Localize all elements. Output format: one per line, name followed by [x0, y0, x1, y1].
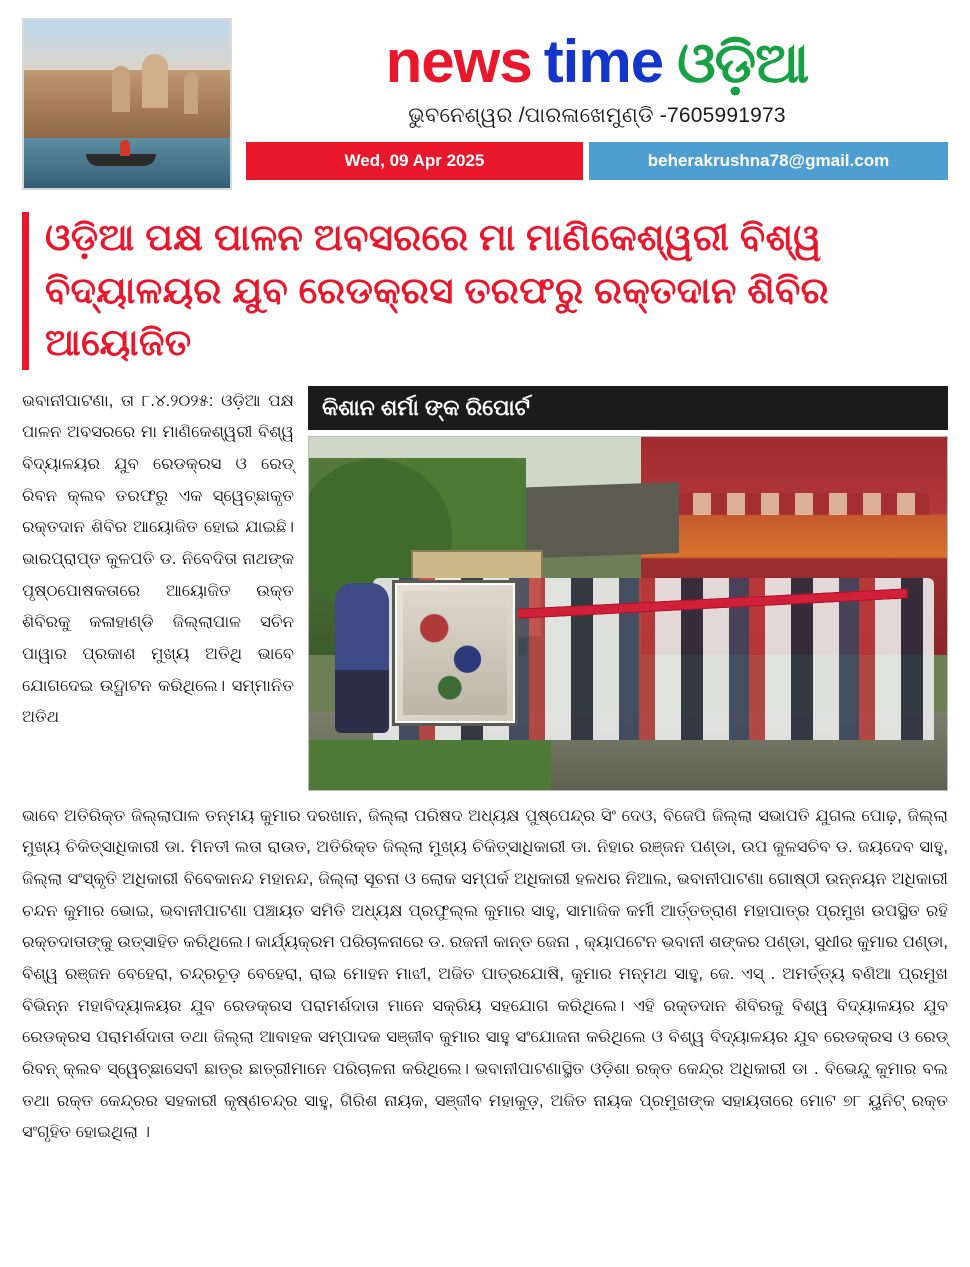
brand-subtitle: ଭୁବନେଶ୍ୱର /ପାରଳାଖେମୁଣ୍ଡି -7605991973	[408, 104, 786, 127]
page-title: ଓଡ଼ିଆ ପକ୍ଷ ପାଳନ ଅବସରରେ ମା ମାଣିକେଶ୍ୱରୀ ବିଶ୍ୱ ବିଦ୍ୟାଳୟର ଯୁବ ରେଡକ୍ରସ ତରଫରୁ ରକ୍ତଦାନ ଶିବିର ଆୟୋଜିତ	[45, 217, 829, 364]
headline-block	[22, 212, 948, 370]
lead-paragraph: ଭବାନୀପାଟଣା, ତା ୮.୪.୨୦୨୫: ଓଡ଼ିଆ ପକ୍ଷ ପାଳନ ଅବସରରେ ମା ମାଣିକେଶ୍ୱରୀ ବିଶ୍ୱ ବିଦ୍ୟାଳୟର ଯୁବ ରେଡକ୍ରସ ଓ ରେଡ୍ ରିବନ କ୍ଲବ ତରଫରୁ ଏକ ସ୍ୱେଚ୍ଛାକୃତ ରକ୍ତଦାନ ଶିବିର ଆୟୋଜିତ ହୋଇ ଯାଇଛି। ଭାରପ୍ରାପ୍ତ କୁଳପତି ଡ. ନିବେଦିତା ନାଥଙ୍କ ପୃଷ୍ଠପୋଷକତାରେ ଆୟୋଜିତ ଉକ୍ତ ଶିବିରକୁ କଳାହାଣ୍ଡି ଜିଲ୍ଲାପାଳ ସଚିନ ପାୱାର ପ୍ରକାଶ ମୁଖ୍ୟ ଅତିଥି ଭାବେ ଯୋଗଦେଇ ଉଦ୍ଘାଟନ କରିଥିଲେ। ସମ୍ମାନିତ ଅତିଥ	[22, 391, 294, 727]
news-photo	[308, 436, 948, 791]
publication-date: Wed, 09 Apr 2025	[246, 142, 583, 180]
article-body	[22, 386, 948, 1149]
masthead-info-bar	[246, 142, 948, 180]
brand-title	[246, 28, 948, 95]
news-photo-lawn	[309, 740, 551, 789]
brand-word-odia: ଓଡ଼ିଆ	[677, 31, 809, 94]
photo-person	[120, 140, 130, 156]
photo-cityscape	[24, 70, 230, 141]
news-photo-attendee	[335, 583, 389, 733]
headline-accent-bar	[22, 212, 29, 370]
contact-email[interactable]: beherakrushna78@gmail.com	[589, 142, 948, 180]
masthead-text-block	[246, 18, 948, 180]
article-media-column	[308, 386, 948, 791]
masthead	[22, 18, 948, 190]
article-main-text: ଭାବେ ଅତିରିକ୍ତ ଜିଲ୍ଲାପାଳ ତନ୍ମୟ କୁମାର ଦରଖାନ, ଜିଲ୍ଲା ପରିଷଦ ଅଧ୍ୟକ୍ଷ ପୁଷ୍ପେନ୍ଦ୍ର ସିଂ ଦେଓ, ବିଜେପି ଜିଲ୍ଲା ସଭାପତି ଯୁଗଲ ପୋଢ଼, ଜିଲ୍ଲା ମୁଖ୍ୟ ଚିକିତ୍ସାଧିକାରୀ ଡା. ମିନତୀ ଲତା ରାଉତ, ଅତିରିକ୍ତ ଜିଲ୍ଲା ମୁଖ୍ୟ ଚିକିତ୍ସାଧିକାରୀ ଡା. ନିହାର ରଞ୍ଜନ ପଣ୍ଡା, ଉପ କୁଳସଚିବ ଡ. ଜୟଦେବ ସାହୁ, ଜିଲ୍ଲା ସଂସ୍କୃତି ଅଧିକାରୀ ବିବେକାନନ୍ଦ ମହାନନ୍ଦ, ଜିଲ୍ଲା ସୂଚନା ଓ ଲୋକ ସମ୍ପର୍କ ଅଧିକାରୀ ହଳଧର ନିଆଲ, ଭବାନୀପାଟଣା ଗୋଷ୍ଠୀ ଉନ୍ନୟନ ଅଧିକାରୀ ଚନ୍ଦନ କୁମାର ଭୋଇ, ଭବାନୀପାଟଣା ପଞ୍ଚାୟତ ସମିତି ଅଧ୍ୟକ୍ଷ ପ୍ରଫୁଲ୍ଲ କୁମାର ସାହୁ, ସାମାଜିକ କର୍ମୀ ଆର୍ତ୍ତତ୍ରାଣ ମହାପାତ୍ର ପ୍ରମୁଖ ଉପସ୍ଥିତ ରହି ରକ୍ତଦାତାଙ୍କୁ ଉତ୍ସାହିତ କରିଥିଲେ। କାର୍ଯ୍ୟକ୍ରମ ପରିଚାଳନାରେ ଡ. ରଜନୀ କାନ୍ତ ଜେନା , କ୍ୟାପଟେନ ଭବାନୀ ଶଙ୍କର ପଣ୍ଡା, ସୁଧୀର କୁମାର ପଣ୍ଡା, ବିଶ୍ୱ ରଞ୍ଜନ ବେହେରା, ଚନ୍ଦ୍ରଚୂଡ଼ ବେହେରା, ରାଇ ମୋହନ ମାଝୀ, ଅଜିତ ପାତ୍ରଯୋଷି, କୁମାର ମନ୍ମଥ ସାହୁ, ଜେ. ଏସ୍ . ଅମର୍ତ୍ତ୍ୟ ବଣିଆ ପ୍ରମୁଖ ବିଭିନ୍ନ ମହାବିଦ୍ୟାଳୟର ଯୁବ ରେଡକ୍ରସ ପରାମର୍ଶଦାତା ମାନେ ସକ୍ରିୟ ସହଯୋଗ କରିଥିଲେ। ଏହି ରକ୍ତଦାନ ଶିବିରକୁ ବିଶ୍ୱ ବିଦ୍ୟାଳୟର ଯୁବ ରେଡକ୍ରସ ପରାମର୍ଶଦାତା ତଥା ଜିଲ୍ଲା ଆବାହକ ସମ୍ପାଦକ ସଞ୍ଜୀବ କୁମାର ସାହୁ ସଂଯୋଜନା କରିଥିଲେ ଓ ବିଶ୍ୱ ବିଦ୍ୟାଳୟର ଯୁବ ରେଡକ୍ରସ ଓ ରେଡ୍ ରିବନ୍ କ୍ଲବ ସ୍ୱେଚ୍ଛାସେବୀ ଛାତ୍ର ଛାତ୍ରୀମାନେ ପରିଚାଳନା କରିଥିଲେ। ଭବାନୀପାଟଣାସ୍ଥିତ ଓଡ଼ିଶା ରକ୍ତ କେନ୍ଦ୍ର ଅଧିକାରୀ ଡା . ବିଭେନ୍ଦୁ କୁମାର ବଲ ତଥା ରକ୍ତ କେନ୍ଦ୍ରର ସହକାରୀ କୃଷ୍ଣଚନ୍ଦ୍ର ସାହୁ, ଗିରିଶ ନାୟକ, ସଞ୍ଜୀବ ମହାକୁଡ଼, ଅଜିତ ନାୟକ ପ୍ରମୁଖଙ୍କ ସହାୟତାରେ ମୋଟ ୭୮ ୟୁନିଟ୍ ରକ୍ତ ସଂଗୃହିତ ହୋଇଥିଲା ।	[22, 806, 948, 1142]
article-top-block	[22, 386, 948, 791]
reporter-byline: କିଶାନ ଶର୍ମା ଙ୍କ ରିପୋର୍ଟ	[308, 386, 948, 430]
news-photo-painting	[392, 580, 518, 726]
masthead-photo	[22, 18, 232, 190]
brand-word-time: time	[543, 28, 664, 95]
brand-word-news: news	[385, 28, 532, 95]
photo-temple	[142, 54, 168, 108]
